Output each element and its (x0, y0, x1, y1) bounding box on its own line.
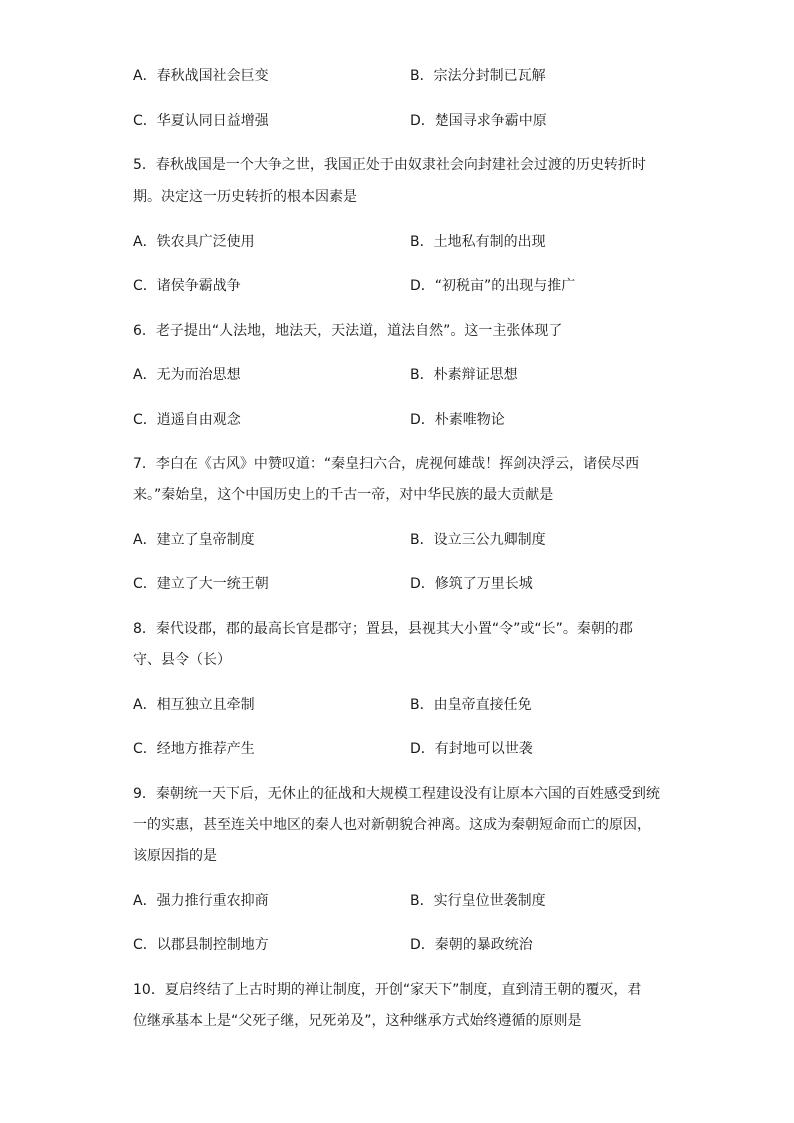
q7-option-d: D．修筑了万里长城 (410, 576, 533, 592)
q8-stem-line2: 守、县令（长） (133, 652, 231, 668)
q8-option-a: A．相互独立且牵制 (133, 697, 255, 713)
q10-stem-line2: 位继承基本上是“父死子继，兄死弟及”，这种继承方式始终遵循的原则是 (133, 1013, 582, 1029)
q9-option-b: B．实行皇位世袭制度 (410, 893, 546, 909)
q9-option-a: A．强力推行重农抑商 (133, 893, 269, 909)
q4-option-c: C．华夏认同日益增强 (133, 113, 269, 129)
q6-stem-line1: 6．老子提出“人法地，地法天，天法道，道法自然”。这一主张体现了 (133, 323, 563, 339)
q6-option-b: B．朴素辩证思想 (410, 367, 518, 383)
q7-option-a: A．建立了皇帝制度 (133, 532, 255, 548)
q10-stem-line1: 10．夏启终结了上古时期的禅让制度，开创“家天下”制度，直到清王朝的覆灭，君 (133, 982, 642, 998)
q4-option-a: A．春秋战国社会巨变 (133, 68, 269, 84)
q5-stem-line1: 5．春秋战国是一个大争之世，我国正处于由奴隶社会向封建社会过渡的历史转折时 (133, 157, 646, 173)
q8-option-d: D．有封地可以世袭 (410, 741, 533, 757)
q8-option-c: C．经地方推荐产生 (133, 741, 255, 757)
q8-stem-line1: 8．秦代设郡，郡的最高长官是郡守；置县，县视其大小置“令”或“长”。秦朝的郡 (133, 621, 633, 637)
q9-option-c: C．以郡县制控制地方 (133, 937, 269, 953)
q5-option-b: B．土地私有制的出现 (410, 234, 546, 250)
q8-option-b: B．由皇帝直接任免 (410, 697, 532, 713)
q7-stem-line1: 7．李白在《古风》中赞叹道：“秦皇扫六合，虎视何雄哉！挥剑决浮云，诸侯尽西 (133, 456, 640, 472)
q6-option-d: D．朴素唯物论 (410, 412, 505, 428)
q5-option-a: A．铁农具广泛使用 (133, 234, 255, 250)
q9-stem-line2: 一的实惠，甚至连关中地区的秦人也对新朝貌合神离。这成为秦朝短命而亡的原因， (133, 817, 651, 833)
q5-option-c: C．诸侯争霸战争 (133, 278, 241, 294)
q5-option-d: D．“初税亩”的出现与推广 (410, 278, 576, 294)
q9-stem-line1: 9．秦朝统一天下后，无休止的征战和大规模工程建设没有让原本六国的百姓感受到统 (133, 786, 660, 802)
q7-stem-line2: 来。”秦始皇，这个中国历史上的千古一帝，对中华民族的最大贡献是 (133, 487, 554, 503)
q9-option-d: D．秦朝的暴政统治 (410, 937, 533, 953)
q7-option-b: B．设立三公九卿制度 (410, 532, 546, 548)
q4-option-b: B．宗法分封制已瓦解 (410, 68, 546, 84)
q7-option-c: C．建立了大一统王朝 (133, 576, 269, 592)
q9-stem-line3: 该原因指的是 (133, 848, 217, 864)
q6-option-a: A．无为而治思想 (133, 367, 241, 383)
q5-stem-line2: 期。决定这一历史转折的根本因素是 (133, 189, 357, 205)
q4-option-d: D．楚国寻求争霸中原 (410, 113, 547, 129)
q6-option-c: C．逍遥自由观念 (133, 412, 241, 428)
